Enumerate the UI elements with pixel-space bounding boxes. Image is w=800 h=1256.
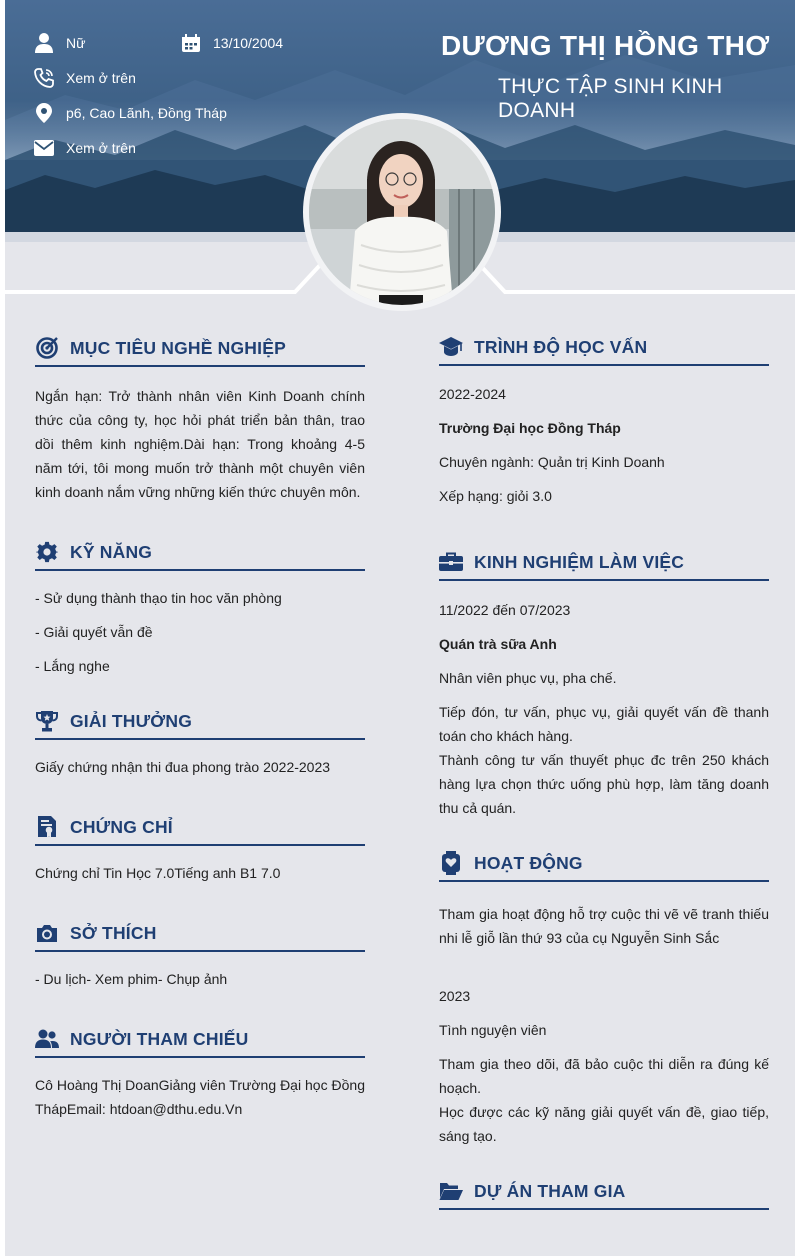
briefcase-icon [439, 550, 463, 574]
section-title: NGƯỜI THAM CHIẾU [70, 1028, 249, 1049]
reference-text: Cô Hoàng Thị DoanGiảng viên Trường Đại học Đồng ThápEmail: htdoan@dthu.edu.Vn [35, 1077, 365, 1117]
certificate-icon [35, 815, 59, 839]
resume-header [5, 0, 795, 298]
hobbies-text: - Du lịch- Xem phim- Chụp ảnh [35, 971, 228, 987]
education-school: Trường Đại học Đồng Tháp [439, 420, 621, 436]
skills-heading [35, 535, 365, 571]
certificate-item: Chứng chỉ Tin Học 7.0Tiếng anh B1 7.0 [35, 865, 281, 881]
career-objective-heading [35, 331, 365, 367]
envelope-icon [33, 137, 55, 159]
section-title: DỰ ÁN THAM GIA [474, 1180, 626, 1201]
address-value: p6, Cao Lãnh, Đồng Tháp [66, 105, 227, 121]
section-title: KỸ NĂNG [70, 541, 153, 562]
skill-item: - Giải quyết vẫn đề [35, 624, 153, 640]
candidate-role: THỰC TẬP SINH KINH DOANH [498, 75, 723, 122]
education-major: Chuyên ngành: Quản trị Kinh Doanh [439, 454, 665, 470]
heart-badge-icon [439, 851, 463, 875]
gender-item [33, 32, 85, 54]
section-title: HOẠT ĐỘNG [474, 852, 583, 873]
calendar-icon [180, 32, 202, 54]
candidate-name: DƯƠNG THỊ HỒNG THƠ [441, 30, 770, 61]
profile-photo [309, 119, 495, 305]
career-objective-text: Ngắn hạn: Trở thành nhân viên Kinh Doanh chính thức của công ty, học hỏi phát triển bản thân, trao dồi thêm kinh nghiệm.Dài hạn: Trong khoảng 4-5 năm tới, tôi mong muốn trở thành một chuyên viên kinh doanh nắm vững những kiến thức chuyên môn. [35, 388, 365, 500]
experience-heading [439, 545, 769, 581]
camera-icon [35, 921, 59, 945]
certificates-heading [35, 810, 365, 846]
award-item: Giấy chứng nhận thi đua phong trào 2022-2023 [35, 759, 331, 775]
email-value: Xem ở trên [66, 140, 136, 156]
phone-icon [33, 67, 55, 89]
phone-value: Xem ở trên [66, 70, 136, 86]
hobbies-heading [35, 916, 365, 952]
avatar [303, 113, 501, 311]
target-icon [35, 336, 59, 360]
activity-year: 2023 [439, 988, 471, 1004]
trophy-icon [35, 709, 59, 733]
skill-item: - Lắng nghe [35, 658, 110, 674]
activity-description: Tham gia hoạt động hỗ trợ cuộc thi vẽ vẽ tranh thiếu nhi lễ giỗ lần thứ 93 của cụ Nguyễn Sinh Sắc [439, 906, 769, 946]
gear-icon [35, 540, 59, 564]
phone-item [33, 67, 136, 89]
section-title: TRÌNH ĐỘ HỌC VẤN [474, 336, 648, 357]
birthdate-value: 13/10/2004 [213, 35, 284, 51]
activity-role: Tình nguyện viên [439, 1022, 547, 1038]
birthdate-item [180, 32, 283, 54]
experience-position: Nhân viên phục vụ, pha chế. [439, 670, 617, 686]
folder-open-icon [439, 1179, 463, 1203]
section-title: GIẢI THƯỞNG [70, 710, 193, 731]
location-pin-icon [33, 102, 55, 124]
education-heading [439, 330, 769, 366]
skill-item: - Sử dụng thành thạo tin hoc văn phòng [35, 590, 282, 606]
section-title: MỤC TIÊU NGHỀ NGHIỆP [70, 337, 286, 358]
awards-heading [35, 704, 365, 740]
experience-duty: Tiếp đón, tư vấn, phục vụ, giải quyết vấn đề thanh toán cho khách hàng. [439, 704, 769, 744]
section-title: SỞ THÍCH [70, 922, 157, 943]
education-period: 2022-2024 [439, 386, 506, 402]
section-title: KINH NGHIỆM LÀM VIỆC [474, 551, 685, 572]
email-item [33, 137, 136, 159]
experience-period: 11/2022 đến 07/2023 [439, 602, 571, 618]
person-icon [33, 32, 55, 54]
references-heading [35, 1022, 365, 1058]
projects-heading [439, 1174, 769, 1210]
gender-value: Nữ [66, 35, 86, 51]
activity-task: Tham gia theo dõi, đã bảo cuộc thi diễn ra đúng kế hoạch. [439, 1056, 769, 1096]
resume-page [5, 0, 795, 1256]
education-rank: Xếp hạng: giỏi 3.0 [439, 488, 552, 504]
activity-learning: Học được các kỹ năng giải quyết vấn đề, giao tiếp, sáng tạo. [439, 1104, 769, 1144]
people-icon [35, 1027, 59, 1051]
graduation-cap-icon [439, 335, 463, 359]
activities-heading [439, 846, 769, 882]
section-title: CHỨNG CHỈ [70, 816, 173, 837]
address-item [33, 102, 227, 124]
experience-achievement: Thành công tư vấn thuyết phục đc trên 250 khách hàng lựa chọn thức uống phù hợp, làm tăng doanh thu cả quán. [439, 752, 769, 816]
experience-company: Quán trà sữa Anh [439, 636, 557, 652]
